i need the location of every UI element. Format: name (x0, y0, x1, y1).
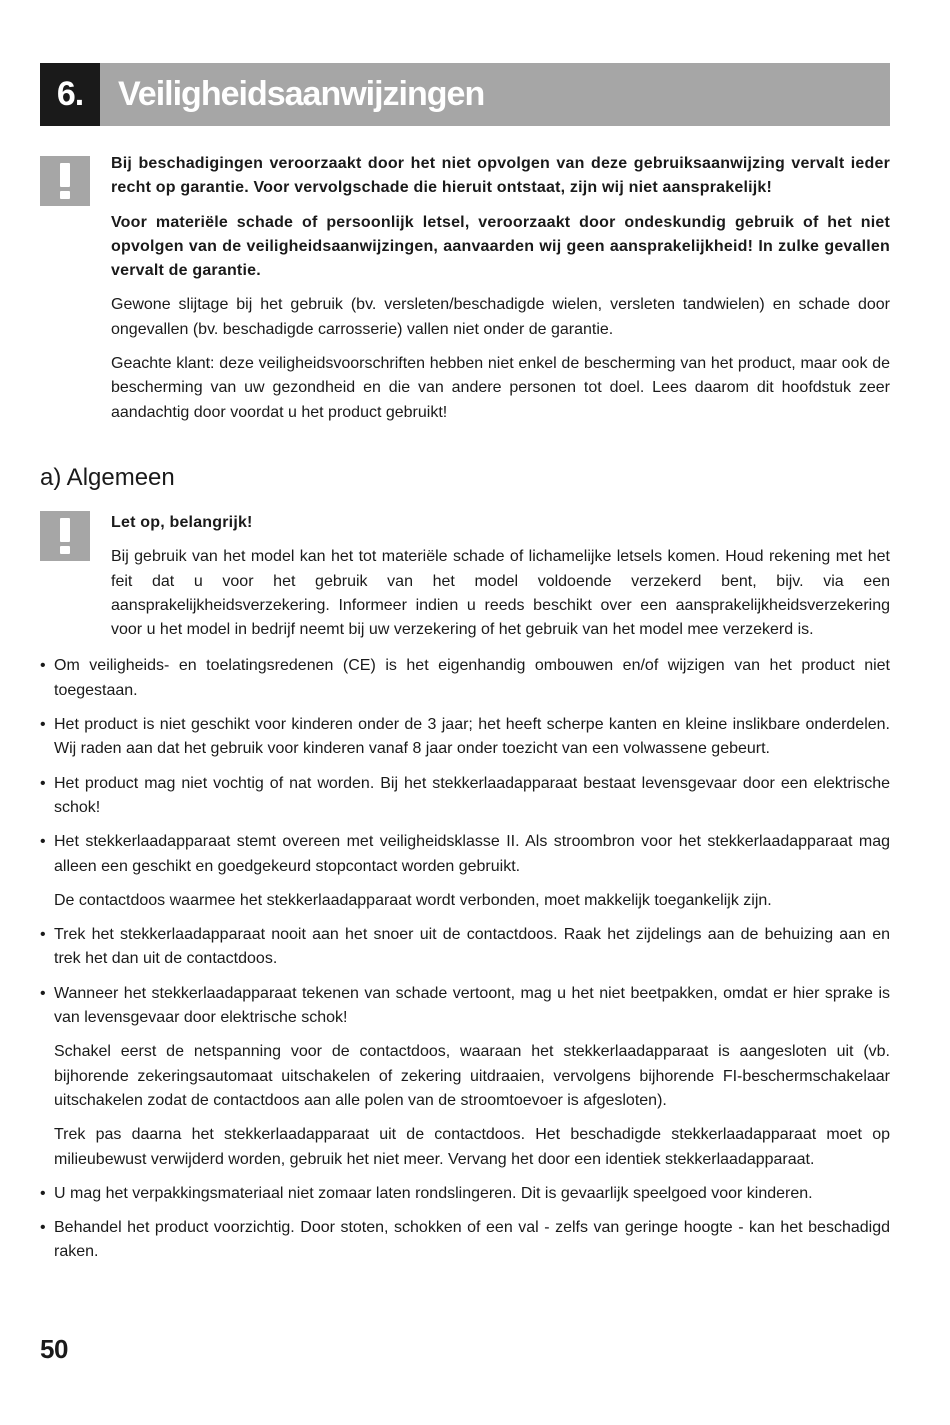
bullet-symbol: • (40, 1219, 46, 1237)
warning-heading: Let op, belangrijk! (111, 513, 253, 531)
safety-bullet-list (40, 654, 890, 1264)
list-item (40, 1182, 890, 1206)
chapter-number: 6. (40, 63, 100, 126)
bullet-symbol: • (40, 774, 46, 792)
bullet-symbol: • (40, 984, 46, 1002)
warning-text: Bij gebruik van het model kan het tot materiële schade of lichamelijke letsels komen. Houd rekening met het feit dat u voor het gebruik van het model voldoende verzekerd bent, bijv. via een aansprakelijkheidsverzekering. Informeer indien u reeds beschikt over een aansprakelijkheidsverzekering voor u het model in bedrijf neemt bij uw verzekering of het gebruik van het model mee verzekerd is. (111, 548, 890, 639)
liability-notice: Voor materiële schade of persoonlijk letsel, veroorzaakt door ondeskundig gebruik of het niet opvolgen van de veiligheidsaanwijzingen, aanvaarden wij geen aansprakelijkheid! In zulke gevallen vervalt de garantie. (111, 213, 890, 280)
list-item-text: Trek het stekkerlaadapparaat nooit aan het snoer uit de contactdoos. Raak het zijdelings aan de behuizing aan en trek het dan uit de contactdoos. (54, 926, 890, 968)
section-title: a) Algemeen (40, 463, 175, 491)
list-item (40, 830, 890, 913)
list-item-extra-text: Schakel eerst de netspanning voor de contactdoos, waaraan het stekkerlaadapparaat is aangesloten uit (vb. bijhorende zekeringsautomaat uitschakelen of zekering uitdraaien, vervolgens bijhorende FI-beschermschakelaar uitschakelen zodat de contactdoos aan alle polen van de stroomtoevoer is afgesloten). (54, 1043, 890, 1109)
bullet-symbol: • (40, 657, 46, 675)
page-number: 50 (40, 1334, 68, 1364)
list-item-text: Het product is niet geschikt voor kinderen onder de 3 jaar; het heeft scherpe kanten en kleine inslikbare onderdelen. Wij raden aan dat het gebruik voor kinderen vanaf 8 jaar onder toezicht van een volwassene gebeurt. (54, 716, 890, 758)
list-item-extra-text: Trek pas daarna het stekkerlaadapparaat uit de contactdoos. Het beschadigde stekkerlaadapparaat moet op milieubewust verwijderd worden, gebruik het niet meer. Vervang het door een identiek stekkerlaadapparaat. (54, 1126, 890, 1168)
chapter-header (40, 63, 890, 126)
list-item (40, 923, 890, 972)
list-item (40, 654, 890, 703)
exclamation-icon (40, 156, 90, 206)
warranty-notice: Bij beschadigingen veroorzaakt door het niet opvolgen van deze gebruiksaanwijzing vervalt ieder recht op garantie. Voor vervolgschade die hieruit ontstaat, zijn wij niet aansprakelijk! (111, 155, 890, 197)
list-item-text: Wanneer het stekkerlaadapparaat tekenen van schade vertoont, mag u het niet beetpakken, omdat er hier sprake is van levensgevaar door elektrische schok! (54, 984, 890, 1027)
list-item-text: Behandel het product voorzichtig. Door stoten, schokken of een val - zelfs van geringe hoogte - kan het beschadigd raken. (54, 1219, 890, 1261)
list-item-text: U mag het verpakkingsmateriaal niet zomaar laten rondslingeren. Dit is gevaarlijk speelgoed voor kinderen. (54, 1184, 813, 1202)
important-warning-block (40, 511, 890, 642)
list-item (40, 713, 890, 762)
list-item-extra-text: De contactdoos waarmee het stekkerlaadapparaat wordt verbonden, moet makkelijk toegankelijk zijn. (54, 891, 772, 909)
wear-notice: Gewone slijtage bij het gebruik (bv. versleten/beschadigde wielen, versleten tandwielen) en schade door ongevallen (bv. beschadigde carrosserie) vallen niet onder de garantie. (111, 296, 890, 338)
bullet-symbol: • (40, 833, 46, 851)
list-item (40, 1216, 890, 1265)
exclamation-icon (40, 511, 90, 561)
intro-warning-block (40, 152, 890, 425)
list-item-text: Het product mag niet vochtig of nat worden. Bij het stekkerlaadapparaat bestaat levensgevaar door een elektrische schok! (54, 774, 890, 816)
list-item-text: Om veiligheids- en toelatingsredenen (CE) is het eigenhandig ombouwen en/of wijzigen van het product niet toegestaan. (54, 657, 890, 699)
bullet-symbol: • (40, 926, 46, 944)
list-item (40, 772, 890, 821)
bullet-symbol: • (40, 1184, 46, 1202)
manual-page (40, 63, 890, 1275)
customer-notice: Geachte klant: deze veiligheidsvoorschriften hebben niet enkel de bescherming van het product, maar ook de bescherming van uw gezondheid en die van andere personen tot doel. Lees daarom dit hoofdstuk zeer aandachtig door voordat u het product gebruikt! (111, 355, 890, 421)
list-item-text: Het stekkerlaadapparaat stemt overeen met veiligheidsklasse II. Als stroombron voor het stekkerlaadapparaat mag alleen een geschikt en goedgekeurd stopcontact worden gebruikt. (54, 833, 890, 875)
bullet-symbol: • (40, 716, 46, 734)
list-item (40, 982, 890, 1172)
chapter-title: Veiligheidsaanwijzingen (100, 63, 890, 126)
